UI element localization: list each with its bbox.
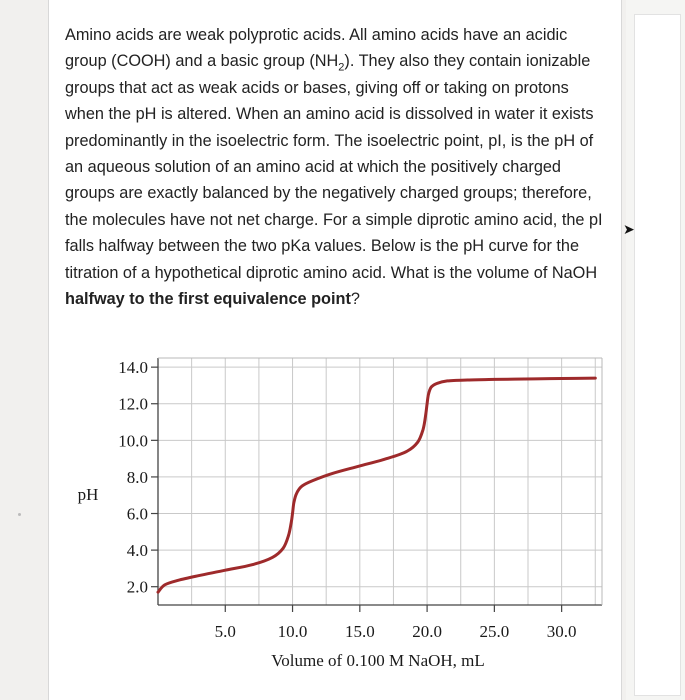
y-tick-label: 6.0 <box>126 504 148 524</box>
answer-panel <box>634 14 681 696</box>
cursor-arrow-icon: ➤ <box>623 221 635 237</box>
x-tick-label: 10.0 <box>277 622 308 641</box>
question-part-3: ? <box>350 290 360 309</box>
x-tick-label: 30.0 <box>546 622 577 641</box>
question-part-2: ). They also they contain ionizable groups that act as weak acids or bases, giving off or taking on protons when the pH is altered. When an amino acid is dissolved in water it exists predominantly in the isoelectric form. The isoelectric point, pI, is the pH of an aqueous solution of an amino acid at which the positively charged groups are exactly balanced by the negatively charged groups; therefore, the molecules have not net charge. For a simple diprotic amino acid, the pI falls halfway between the two pKa values. Below is the pH curve for the titration of a hypothetical diprotic amino acid. What is the volume of NaOH <box>65 52 603 282</box>
y-tick-label: 10.0 <box>118 431 148 451</box>
question-subscript: 2 <box>338 61 345 74</box>
y-tick-label: 4.0 <box>126 541 148 561</box>
question-part-1: Amino acids are weak polyprotic acids. All amino acids have an acidic group (COOH) and a basic group (NH <box>65 26 568 71</box>
x-tick-label: 15.0 <box>344 622 375 641</box>
x-axis-label: Volume of 0.100 M NaOH, mL <box>271 651 485 670</box>
y-tick-label: 12.0 <box>118 394 148 414</box>
x-tick-label: 25.0 <box>479 622 510 641</box>
y-tick-label: 14.0 <box>118 358 148 378</box>
bullet-dot <box>18 513 21 516</box>
y-tick-label: 2.0 <box>126 577 148 597</box>
y-axis-label: pH <box>77 485 99 504</box>
question-text <box>65 22 610 312</box>
x-tick-label: 20.0 <box>412 622 442 641</box>
question-bold: halfway to the first equivalence point <box>65 290 351 309</box>
y-tick-label: 8.0 <box>126 467 148 487</box>
x-tick-label: 5.0 <box>214 622 236 641</box>
